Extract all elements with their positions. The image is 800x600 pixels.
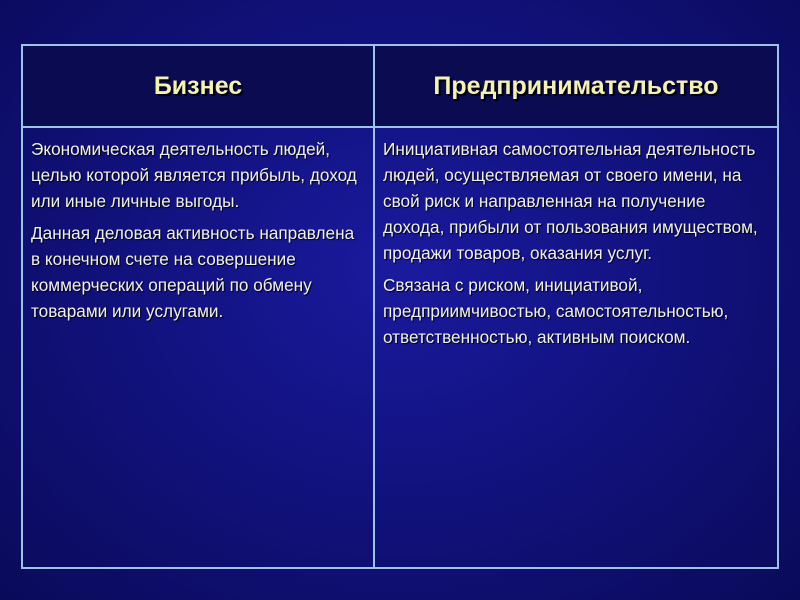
entrepreneurship-definition: Инициативная самостоятельная деятельность людей, осуществляемая от своего имени, на свой риск и направленная на получение дохода, прибыли от пользования имуществом, продажи товаров, оказания услуг.: [383, 139, 758, 263]
entrepreneurship-cell: [374, 127, 778, 568]
business-cell: [22, 127, 374, 568]
content-row: [22, 127, 778, 568]
entrepreneurship-traits: Связана с риском, инициативой, предприимчивостью, самостоятельностью, ответственностью, активным поиском.: [383, 275, 729, 347]
business-definition: Экономическая деятельность людей, целью которой является прибыль, доход или иные личные выгоды.: [31, 139, 357, 211]
header-entrepreneurship: Предпринимательство: [374, 45, 778, 127]
header-row: [22, 45, 778, 127]
comparison-table: [21, 44, 779, 569]
header-business: Бизнес: [22, 45, 374, 127]
business-activity-note: Данная деловая активность направлена в конечном счете на совершение коммерческих операций по обмену товарами или услугами.: [31, 223, 355, 321]
